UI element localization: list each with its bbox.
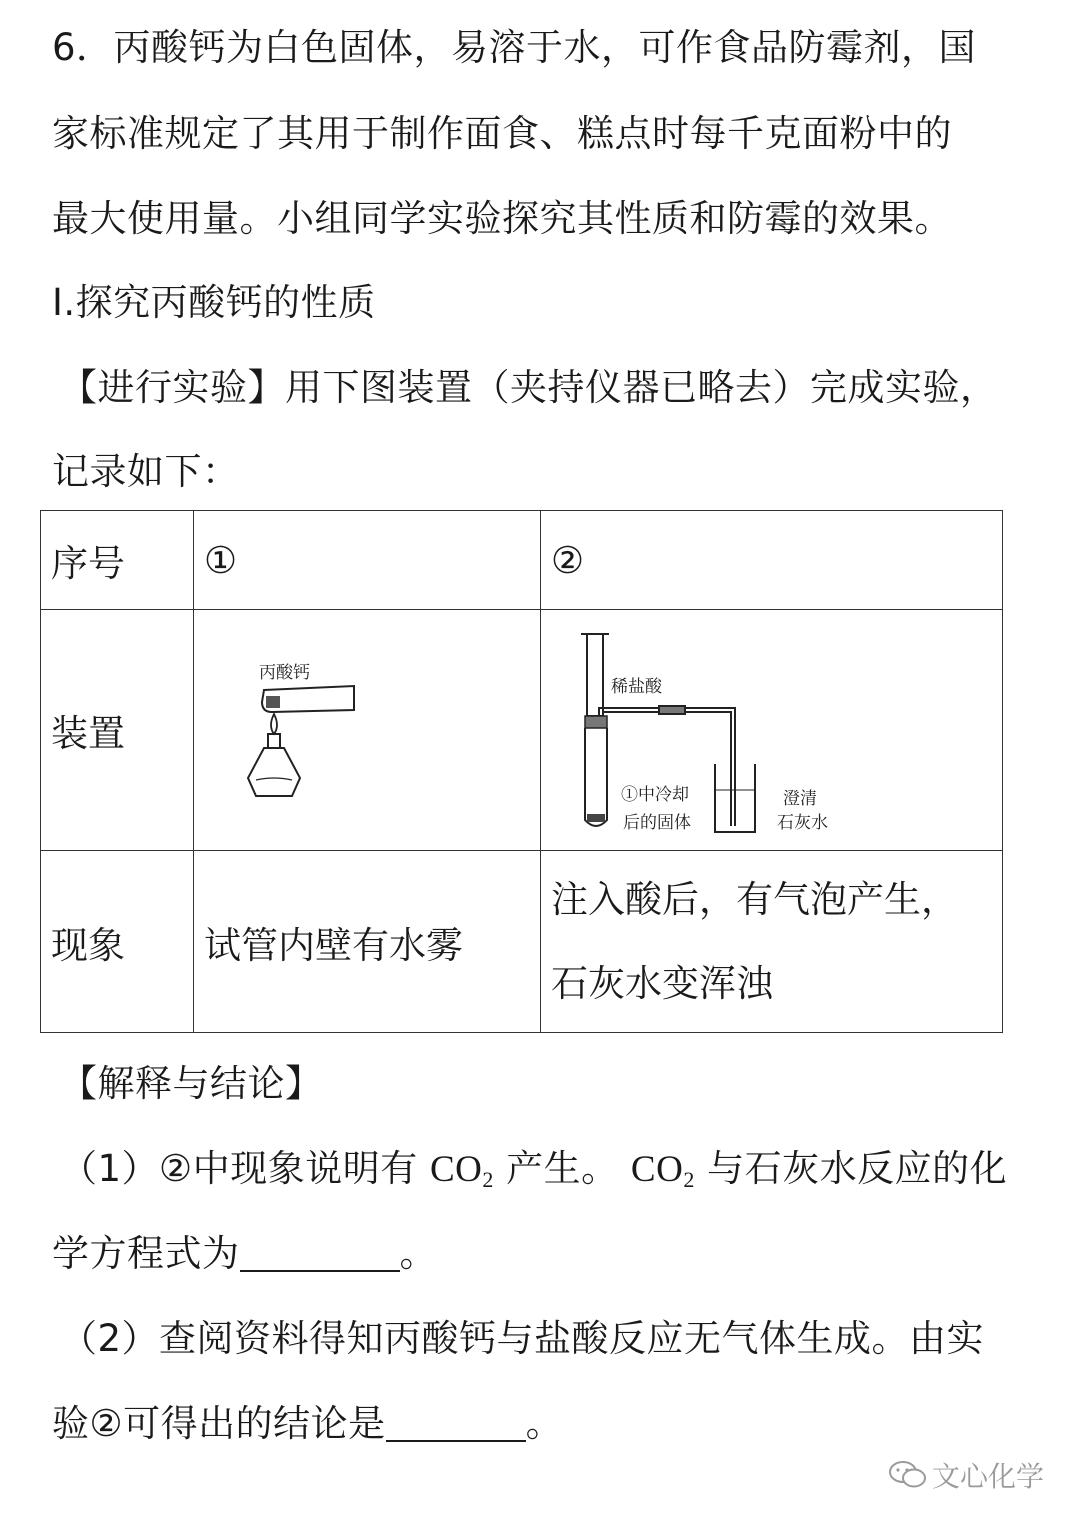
- question-1-line-1: [60, 1147, 1007, 1202]
- col-header-2: ②: [541, 511, 1003, 610]
- experiment-table: [40, 510, 1003, 1033]
- experiment-line-2: 记录如下：: [52, 450, 240, 493]
- q1-end: 。: [399, 1232, 437, 1275]
- phenomenon-2-line-1: 注入酸后，有气泡产生，: [551, 877, 958, 921]
- answer-blank-1[interactable]: [240, 1234, 400, 1272]
- phenomenon-2: [541, 851, 1003, 1033]
- fig2-lime-label-1: 澄清: [783, 789, 817, 809]
- co2-formula: $CO_2$: [429, 1149, 494, 1192]
- fig1-label: 丙酸钙: [259, 663, 310, 683]
- q1-line2: 学方程式为: [52, 1232, 240, 1275]
- table-row: [41, 511, 1003, 610]
- row-label-apparatus: 装置: [41, 610, 194, 851]
- fig2-acid-label: 稀盐酸: [611, 677, 662, 697]
- row-label-index: 序号: [41, 511, 194, 610]
- stopper-icon: [585, 716, 607, 728]
- flame-icon: [271, 714, 277, 734]
- fig2-solid-label-1: ①中冷却: [621, 785, 689, 805]
- question-2-line-1: （2）查阅资料得知丙酸钙与盐酸反应无气体生成。由实: [60, 1317, 985, 1360]
- fig2-solid-label-2: 后的固体: [623, 813, 691, 833]
- intro-line-2: 家标准规定了其用于制作面食、糕点时每千克面粉中的: [52, 112, 952, 155]
- q2-line2: 验②可得出的结论是: [52, 1402, 386, 1445]
- intro-line-1: 6．丙酸钙为白色固体，易溶于水，可作食品防霉剂，国: [52, 26, 977, 69]
- q1-mid: 产生。: [506, 1147, 619, 1190]
- gas-test-figure: [551, 620, 972, 840]
- q1-prefix: （1）②中现象说明有: [60, 1147, 418, 1190]
- wechat-icon: [888, 1459, 928, 1491]
- row-label-phenomenon: 现象: [41, 851, 194, 1033]
- q1-tail: 与石灰水反应的化: [707, 1147, 1008, 1190]
- col-header-1: ①: [194, 511, 541, 610]
- section-title: I.探究丙酸钙的性质: [52, 281, 376, 324]
- q2-end: 。: [525, 1402, 564, 1445]
- heating-tube-figure: [204, 630, 510, 830]
- phenomenon-2-line-2: 石灰水变浑浊: [551, 961, 773, 1005]
- question-2-line-2: [52, 1402, 563, 1446]
- alcohol-lamp-icon: [248, 734, 300, 796]
- phenomenon-1: 试管内壁有水雾: [194, 851, 541, 1033]
- reaction-tube-icon: [585, 728, 607, 826]
- answer-blank-2[interactable]: [386, 1404, 526, 1442]
- solid-residue-icon: [587, 814, 605, 822]
- question-1-line-2: [52, 1232, 437, 1276]
- funnel-tube-icon: [581, 634, 609, 716]
- apparatus-figure-2-cell: [541, 610, 1003, 851]
- fig2-lime-label-2: 石灰水: [777, 813, 828, 833]
- experiment-line-1: 【进行实验】用下图装置（夹持仪器已略去）完成实验，: [60, 366, 998, 409]
- solid-sample-icon: [266, 696, 280, 708]
- watermark-text: 文心化学: [932, 1460, 1045, 1493]
- watermark: [888, 1455, 1044, 1495]
- co2-formula: $CO_2$: [630, 1149, 695, 1192]
- conclusion-title: 【解释与结论】: [60, 1062, 323, 1105]
- apparatus-figure-1-cell: [194, 610, 541, 851]
- table-row: [41, 610, 1003, 851]
- intro-line-3: 最大使用量。小组同学实验探究其性质和防霉的效果。: [52, 197, 952, 240]
- table-row: [41, 851, 1003, 1033]
